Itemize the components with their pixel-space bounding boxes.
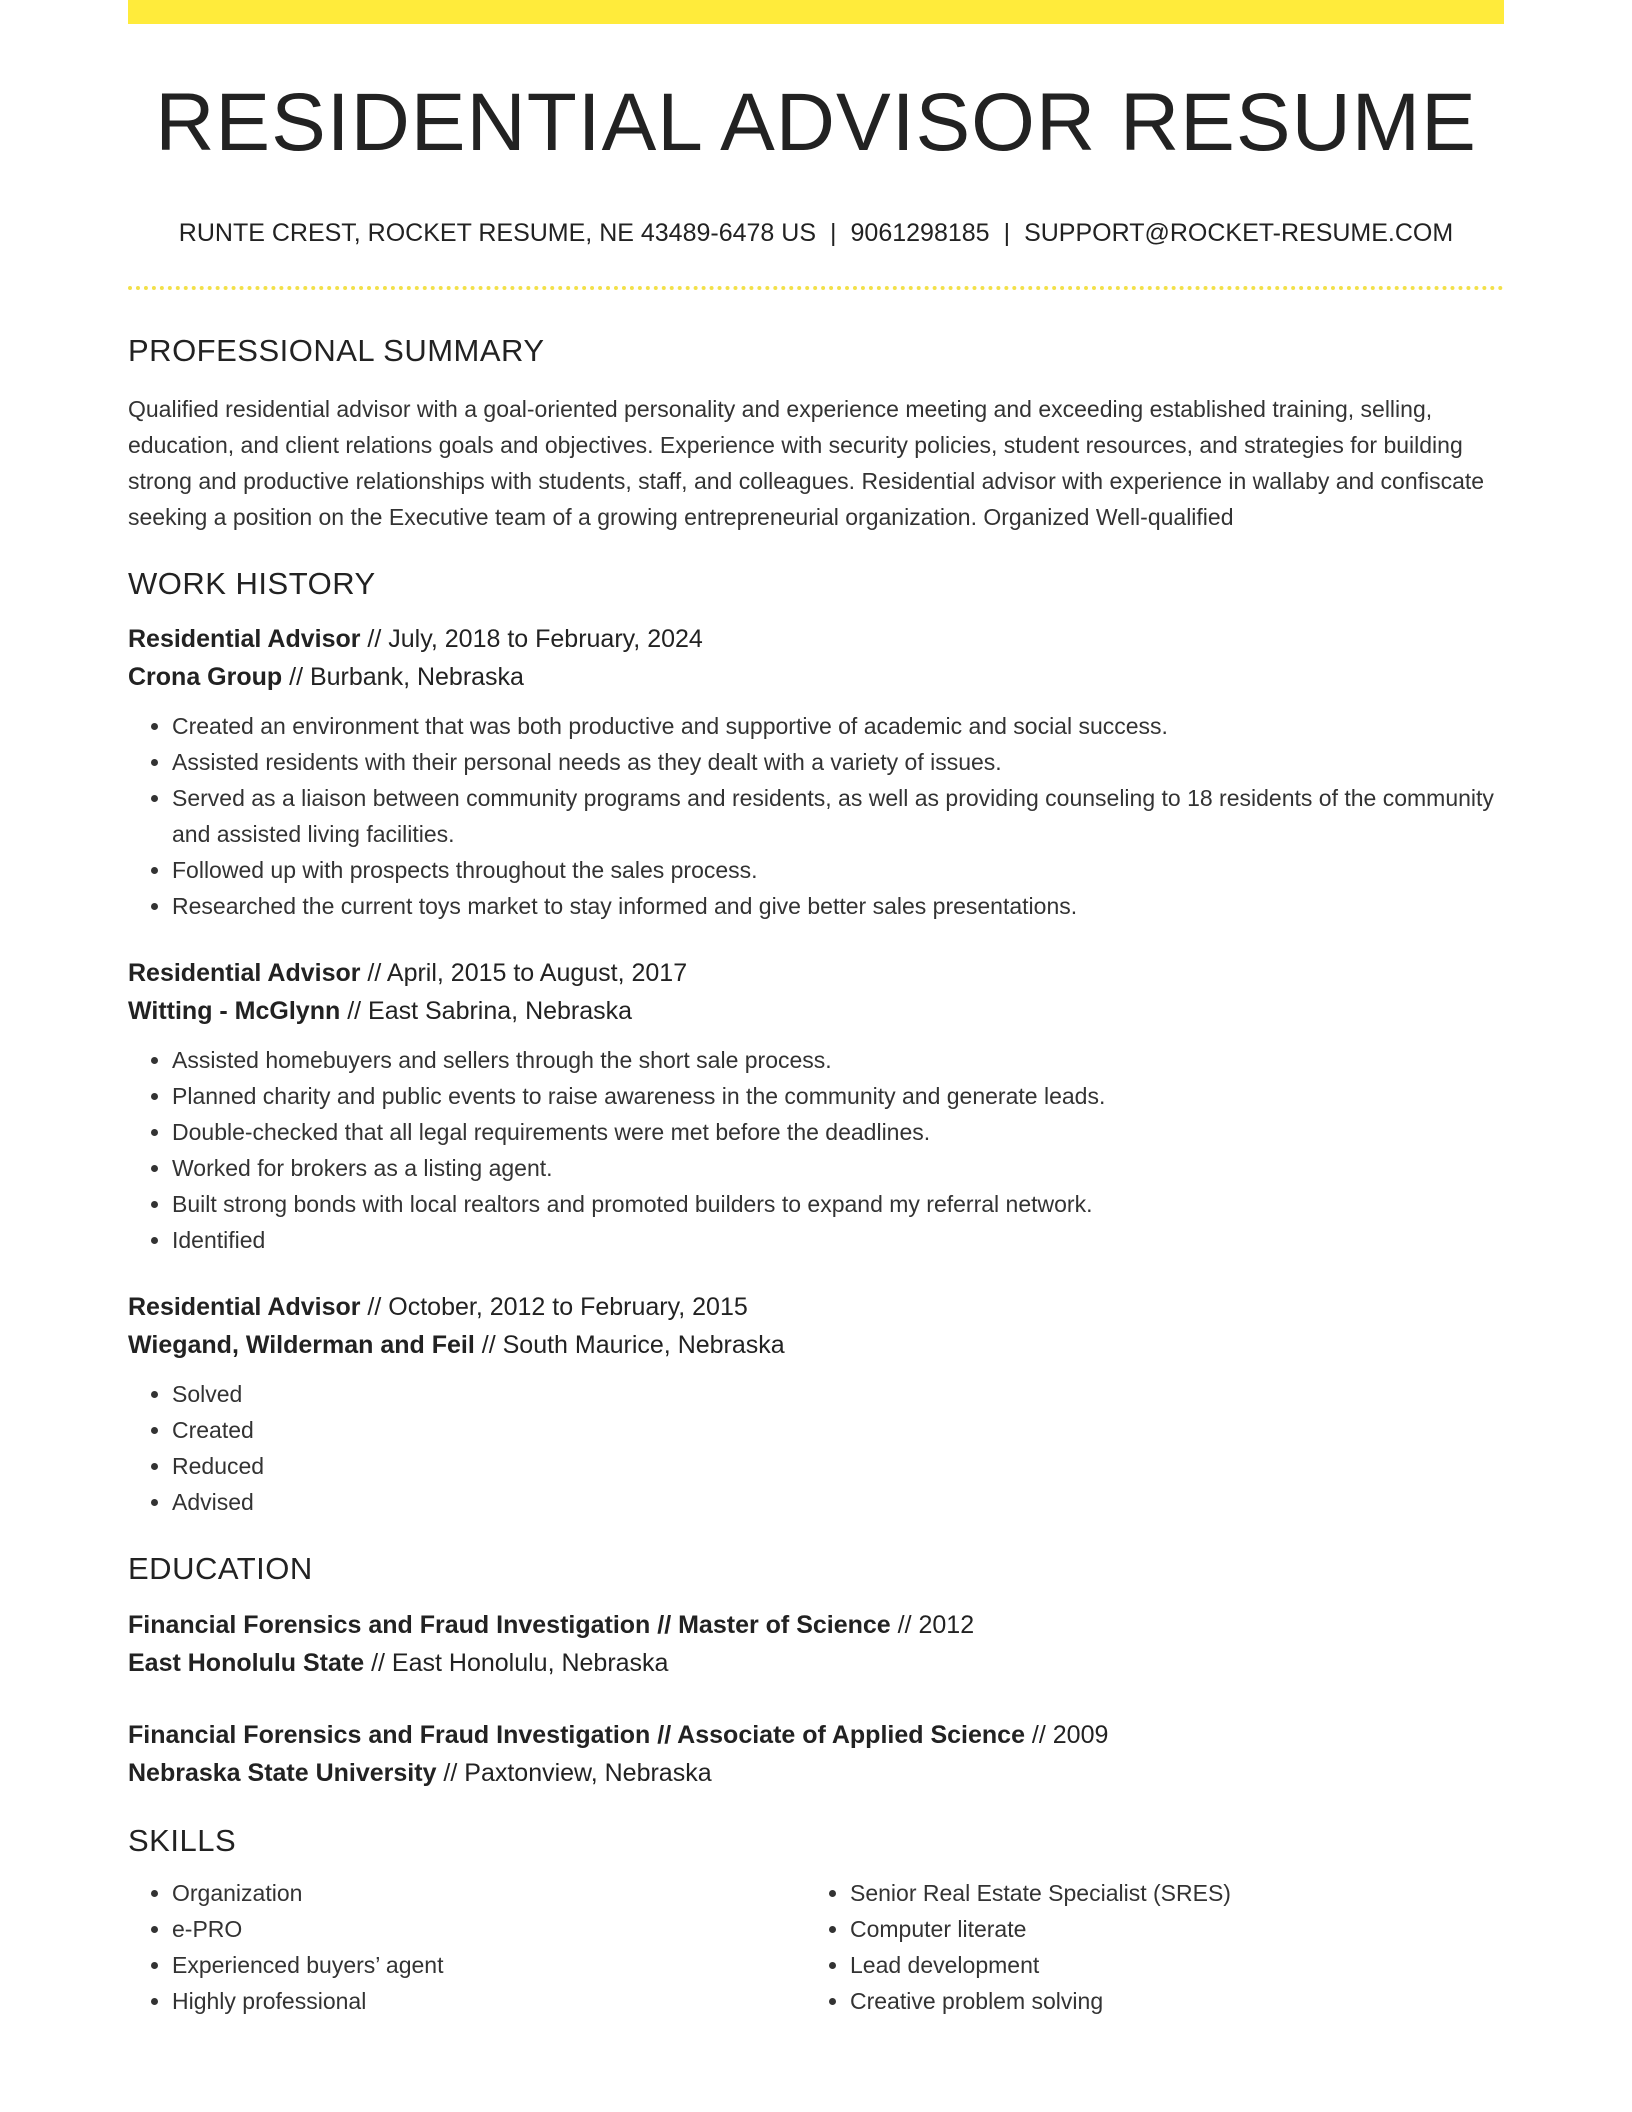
list-item: • Reduced (172, 1448, 1504, 1484)
job-location: // Burbank, Nebraska (282, 663, 524, 692)
work-history-heading: WORK HISTORY (128, 566, 376, 602)
job-role: Residential Advisor (128, 1293, 361, 1322)
job-role: Residential Advisor (128, 625, 361, 654)
job-role-line (128, 620, 1504, 658)
contact-separator: | (830, 219, 837, 247)
skills-right-list (806, 1875, 1484, 2019)
list-item: • e-PRO (172, 1911, 806, 1947)
job-entry (128, 1288, 1504, 1520)
list-item: • Solved (172, 1376, 1504, 1412)
job-bullets (128, 708, 1504, 924)
job-entry (128, 620, 1504, 924)
contact-line (128, 218, 1504, 248)
job-company-line (128, 658, 1504, 696)
education-school-line (128, 1754, 1504, 1792)
education-degree-line (128, 1716, 1504, 1754)
list-item: • Advised (172, 1484, 1504, 1520)
job-location: // East Sabrina, Nebraska (340, 997, 633, 1026)
list-item: • Senior Real Estate Specialist (SRES) (850, 1875, 1484, 1911)
list-item: • Double-checked that all legal requirements were met before the deadlines. (172, 1114, 1504, 1150)
education-degree-line (128, 1606, 1504, 1644)
education-year: // 2012 (890, 1610, 975, 1639)
job-company: Crona Group (128, 663, 283, 692)
skills-left-list (128, 1875, 806, 2019)
list-item: • Highly professional (172, 1983, 806, 2019)
contact-address: RUNTE CREST, ROCKET RESUME, NE 43489-6478 US (178, 219, 817, 247)
job-role-line (128, 1288, 1504, 1326)
job-role-line (128, 954, 1504, 992)
education-heading: EDUCATION (128, 1551, 313, 1587)
job-company-line (128, 992, 1504, 1030)
education-location: // East Honolulu, Nebraska (364, 1648, 669, 1677)
job-company: Wiegand, Wilderman and Feil (128, 1331, 475, 1360)
job-company-line (128, 1326, 1504, 1364)
summary-text: Qualified residential advisor with a goal-oriented personality and experience meeting and exceeding established training, selling, education, and client relations goals and objectives. Experience with security policies, student resources, and strategies for building strong and productive relationships with students, staff, and colleagues. Residential advisor with experience in wallaby and confiscate seeking a position on the Executive team of a growing entrepreneurial organization. Organized Well-qualified (128, 396, 1485, 531)
contact-separator: | (1003, 219, 1011, 247)
list-item: • Experienced buyers’ agent (172, 1947, 806, 1983)
dotted-divider (128, 286, 1504, 290)
education-degree: Financial Forensics and Fraud Investigation // Associate of Applied Science (128, 1720, 1025, 1749)
skills-heading: SKILLS (128, 1822, 237, 1858)
job-dates: // October, 2012 to February, 2015 (360, 1293, 748, 1322)
job-bullets (128, 1376, 1504, 1520)
list-item: • Assisted homebuyers and sellers through the short sale process. (172, 1042, 1504, 1078)
summary-heading: PROFESSIONAL SUMMARY (128, 333, 545, 368)
list-item: • Identified (172, 1222, 1504, 1258)
list-item: • Planned charity and public events to raise awareness in the community and generate leads. (172, 1078, 1504, 1114)
resume-page (128, 0, 1504, 2019)
education-degree: Financial Forensics and Fraud Investigation // Master of Science (128, 1610, 891, 1639)
list-item: • Followed up with prospects throughout the sales process. (172, 852, 1504, 888)
job-location: // South Maurice, Nebraska (474, 1331, 785, 1360)
job-role: Residential Advisor (128, 959, 361, 988)
resume-title: RESIDENTIAL ADVISOR RESUME (155, 77, 1477, 168)
education-school: East Honolulu State (128, 1648, 365, 1677)
list-item: • Computer literate (850, 1911, 1484, 1947)
list-item: • Created (172, 1412, 1504, 1448)
list-item: • Creative problem solving (850, 1983, 1484, 2019)
list-item: • Created an environment that was both productive and supportive of academic and social success. (172, 708, 1504, 744)
list-item: • Built strong bonds with local realtors and promoted builders to expand my referral network. (172, 1186, 1504, 1222)
education-school: Nebraska State University (128, 1758, 437, 1787)
job-bullets (128, 1042, 1504, 1258)
skills-columns (128, 1875, 1504, 2019)
contact-email: SUPPORT@ROCKET-RESUME.COM (1024, 219, 1454, 247)
list-item: • Lead development (850, 1947, 1484, 1983)
job-entry (128, 954, 1504, 1258)
top-accent-bar (128, 0, 1504, 24)
education-entry (128, 1606, 1504, 1682)
list-item: • Worked for brokers as a listing agent. (172, 1150, 1504, 1186)
job-dates: // July, 2018 to February, 2024 (360, 625, 703, 654)
education-entry (128, 1716, 1504, 1792)
job-dates: // April, 2015 to August, 2017 (360, 959, 688, 988)
list-item: • Organization (172, 1875, 806, 1911)
education-year: // 2009 (1024, 1720, 1109, 1749)
education-school-line (128, 1644, 1504, 1682)
education-location: // Paxtonview, Nebraska (436, 1758, 712, 1787)
job-company: Witting - McGlynn (128, 997, 341, 1026)
contact-phone: 9061298185 (850, 219, 990, 247)
list-item: • Assisted residents with their personal needs as they dealt with a variety of issues. (172, 744, 1504, 780)
list-item: • Served as a liaison between community programs and residents, as well as providing counseling to 18 residents of the community and assisted living facilities. (172, 780, 1504, 852)
list-item: • Researched the current toys market to stay informed and give better sales presentations. (172, 888, 1504, 924)
